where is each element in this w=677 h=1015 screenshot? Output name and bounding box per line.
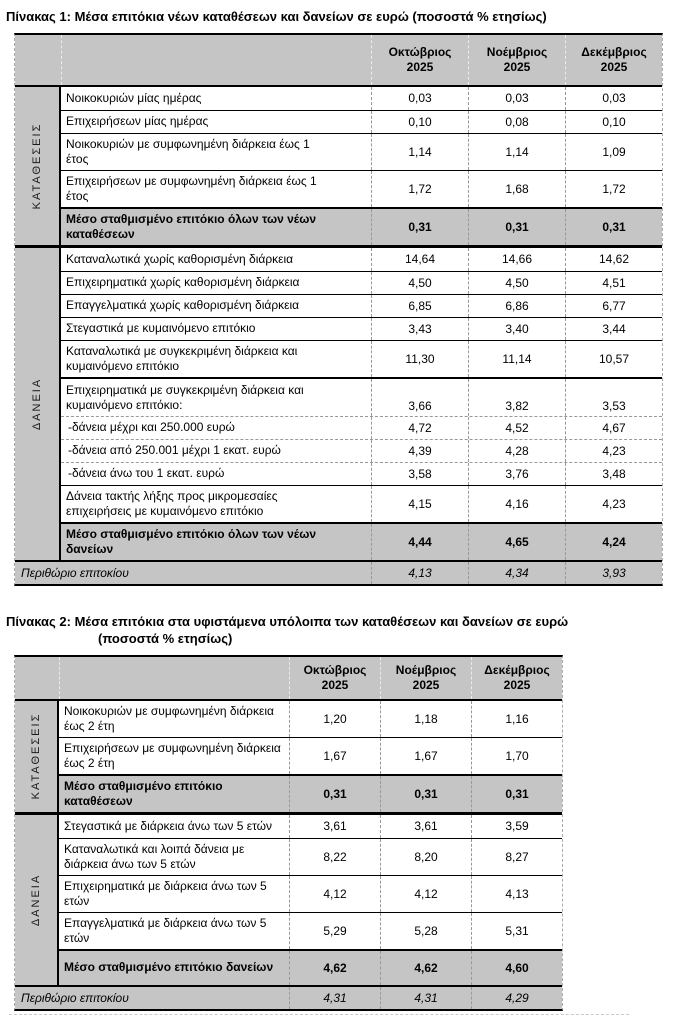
header-corner-cell	[15, 35, 61, 85]
table-row	[61, 340, 662, 377]
rate-value: 8,22	[289, 839, 380, 875]
rate-value: 14,66	[468, 248, 565, 271]
row-label: Στεγαστικά με κυμαινόμενο επιτόκιο	[66, 321, 256, 336]
margin-row	[15, 560, 662, 584]
rate-value: 1,70	[471, 738, 562, 774]
header-corner-cell	[15, 657, 59, 699]
section-rows	[59, 815, 562, 985]
row-label: Επιχειρηματικά με διάρκεια άνω των 5 ετών	[64, 878, 267, 908]
month-header: Νοέμβριος 2025	[380, 657, 471, 699]
table-row	[61, 133, 662, 170]
rate-value: 4,15	[371, 486, 468, 522]
row-label: Καταναλωτικά χωρίς καθορισμένη διάρκεια	[66, 251, 294, 266]
row-label: Δάνεια τακτής λήξης προς μικρομεσαίες επιχειρήσεις με κυμαινόμενο επιτόκιο	[66, 488, 278, 518]
month-header: Δεκέμβριος 2025	[565, 35, 662, 85]
rate-value: 0,31	[380, 776, 471, 812]
row-label: Μέσο σταθμισμένο επιτόκιο καταθέσεων	[64, 778, 223, 808]
section-sidebar	[15, 701, 59, 812]
summary-row	[61, 522, 662, 560]
row-label: Καταναλωτικά με συγκεκριμένη διάρκεια και κυμαινόμενο επιτόκιο	[66, 343, 298, 373]
table-title	[6, 613, 677, 648]
rate-value: 3,43	[371, 318, 468, 340]
rate-value: 11,14	[468, 341, 565, 377]
rate-value: 4,65	[468, 524, 565, 560]
table-row	[59, 701, 562, 737]
rate-value: 5,29	[289, 913, 380, 949]
rate-value: 0,31	[289, 776, 380, 812]
tables-container	[5, 8, 677, 1015]
rate-value: 14,64	[371, 248, 468, 271]
row-label: Καταναλωτικά και λοιπά δάνεια με διάρκεια άνω των 5 ετών	[64, 841, 245, 871]
row-label: Επιχειρήσεων με συμφωνημένη διάρκεια έως 2 έτη	[64, 740, 281, 770]
row-label: Επιχειρήσεων με συμφωνημένη διάρκεια έως 1 έτος	[66, 173, 317, 203]
rate-value: 1,68	[468, 171, 565, 207]
table-row	[61, 294, 662, 317]
table-section	[15, 812, 562, 985]
row-label: Νοικοκυριών με συμφωνημένη διάρκεια έως 2 έτη	[64, 703, 274, 733]
rate-value: 4,39	[371, 440, 468, 462]
rate-value: 0,03	[468, 87, 565, 110]
rate-value: 10,57	[565, 341, 662, 377]
row-label: -δάνεια άνω του 1 εκατ. ευρώ	[68, 466, 225, 481]
table-header-row	[15, 35, 662, 87]
rate-value: 0,10	[371, 111, 468, 133]
rate-value: 0,31	[471, 776, 562, 812]
table-row	[59, 737, 562, 774]
rate-value: 6,77	[565, 295, 662, 317]
rate-value: 4,50	[468, 272, 565, 294]
rate-value: 3,61	[380, 815, 471, 838]
rate-value: 1,20	[289, 701, 380, 737]
table-title	[6, 8, 677, 26]
table-row	[61, 462, 662, 485]
rate-value: 3,44	[565, 318, 662, 340]
rate-value: 4,24	[565, 524, 662, 560]
rate-value: 11,30	[371, 341, 468, 377]
rate-value: 1,18	[380, 701, 471, 737]
rate-value: 0,31	[468, 209, 565, 245]
rate-value: 4,12	[380, 876, 471, 912]
rate-value: 4,13	[471, 876, 562, 912]
rate-value: 1,67	[380, 738, 471, 774]
table-row	[61, 439, 662, 462]
row-label: Επαγγελματικά με διάρκεια άνω των 5 ετών	[64, 915, 267, 945]
rates-table	[14, 33, 663, 586]
header-label-cell	[61, 35, 371, 85]
summary-row	[61, 207, 662, 245]
margin-rate-value: 4,29	[471, 987, 562, 1009]
row-label: Επιχειρηματικά με συγκεκριμένη διάρκεια και κυμαινόμενο επιτόκιο:	[66, 382, 304, 412]
rate-value: 8,27	[471, 839, 562, 875]
rate-value: 4,44	[371, 524, 468, 560]
table-block	[5, 613, 677, 1011]
table-row	[61, 248, 662, 271]
rate-value: 3,66	[371, 379, 468, 416]
section-sidebar	[15, 248, 61, 560]
rate-value: 14,62	[565, 248, 662, 271]
rate-value: 4,60	[471, 951, 562, 985]
section-rows	[61, 87, 662, 245]
section-sidebar	[15, 815, 59, 985]
rate-value: 0,03	[371, 87, 468, 110]
rate-value: 1,16	[471, 701, 562, 737]
table-title-line: (ποσοστά % ετησίως)	[98, 631, 233, 647]
table-row	[61, 416, 662, 439]
rate-value: 4,12	[289, 876, 380, 912]
rate-value: 4,67	[565, 417, 662, 439]
rate-value: 5,31	[471, 913, 562, 949]
table-row	[61, 87, 662, 110]
rate-value: 4,23	[565, 440, 662, 462]
rate-value: 4,23	[565, 486, 662, 522]
rate-value: 3,58	[371, 463, 468, 485]
table-row	[61, 271, 662, 294]
row-label: Νοικοκυριών με συμφωνημένη διάρκεια έως 1 έτος	[66, 136, 310, 166]
rate-value: 5,28	[380, 913, 471, 949]
margin-rate-value: 3,93	[565, 562, 662, 584]
rate-value: 4,28	[468, 440, 565, 462]
rate-value: 0,31	[565, 209, 662, 245]
rate-value: 3,82	[468, 379, 565, 416]
rate-value: 3,59	[471, 815, 562, 838]
row-label: Μέσο σταθμισμένο επιτόκιο όλων των νέων δανείων	[66, 526, 317, 556]
rate-value: 8,20	[380, 839, 471, 875]
rate-value: 1,72	[371, 171, 468, 207]
spacer	[5, 586, 677, 610]
rate-value: 6,86	[468, 295, 565, 317]
section-label: ΔΑΝΕΙΑ	[30, 873, 42, 926]
rate-value: 4,16	[468, 486, 565, 522]
month-header: Νοέμβριος 2025	[468, 35, 565, 85]
row-label: -δάνεια μέχρι και 250.000 ευρώ	[68, 420, 235, 435]
rate-value: 0,03	[565, 87, 662, 110]
margin-rate-value: 4,13	[371, 562, 468, 584]
rate-value: 1,67	[289, 738, 380, 774]
rate-value: 4,51	[565, 272, 662, 294]
table-block	[5, 8, 677, 586]
rate-value: 3,48	[565, 463, 662, 485]
table-section	[15, 87, 662, 245]
table-section	[15, 245, 662, 560]
margin-rate-value: 4,31	[380, 987, 471, 1009]
table-title-line: Πίνακας 1: Μέσα επιτόκια νέων καταθέσεων και δανείων σε ευρώ (ποσοστά % ετησίως)	[6, 9, 547, 24]
rate-value: 6,85	[371, 295, 468, 317]
margin-row-label: Περιθώριο επιτοκίου	[21, 565, 129, 580]
table-row	[59, 875, 562, 912]
rate-value: 4,52	[468, 417, 565, 439]
table-row	[59, 838, 562, 875]
row-label: Νοικοκυριών μίας ημέρας	[66, 90, 202, 105]
rate-value: 4,50	[371, 272, 468, 294]
rate-value: 3,61	[289, 815, 380, 838]
rate-value: 1,72	[565, 171, 662, 207]
section-label: ΚΑΤΑΘΕΣΕΙΣ	[31, 122, 43, 209]
rate-value: 4,62	[380, 951, 471, 985]
row-label: Επιχειρήσεων μίας ημέρας	[66, 114, 209, 129]
margin-row-label: Περιθώριο επιτοκίου	[21, 990, 129, 1005]
summary-row	[59, 949, 562, 985]
section-rows	[59, 701, 562, 812]
table-row	[61, 170, 662, 207]
rate-value: 1,14	[371, 134, 468, 170]
row-label: Επαγγελματικά χωρίς καθορισμένη διάρκεια	[66, 298, 300, 313]
margin-rate-value: 4,34	[468, 562, 565, 584]
rate-value: 0,10	[565, 111, 662, 133]
rate-value: 3,40	[468, 318, 565, 340]
section-rows	[61, 248, 662, 560]
rate-value: 0,31	[371, 209, 468, 245]
rate-value: 1,14	[468, 134, 565, 170]
month-header: Δεκέμβριος 2025	[471, 657, 562, 699]
rate-value: 3,53	[565, 379, 662, 416]
row-label: Μέσο σταθμισμένο επιτόκιο δανείων	[64, 960, 274, 975]
margin-rate-value: 4,31	[289, 987, 380, 1009]
table-row	[61, 110, 662, 133]
month-header: Οκτώβριος 2025	[289, 657, 380, 699]
page-edge-dashes	[9, 1014, 629, 1015]
row-label: Μέσο σταθμισμένο επιτόκιο όλων των νέων καταθέσεων	[66, 211, 317, 241]
section-label: ΔΑΝΕΙΑ	[31, 377, 43, 430]
table-row	[59, 815, 562, 838]
table-section	[15, 701, 562, 812]
row-label: Επιχειρηματικά χωρίς καθορισμένη διάρκεια	[66, 275, 300, 290]
header-label-cell	[59, 657, 289, 699]
table-title-line: Πίνακας 2: Μέσα επιτόκια στα υφιστάμενα υπόλοιπα των καταθέσεων και δανείων σε ευρώ	[6, 613, 569, 629]
rate-value: 0,08	[468, 111, 565, 133]
section-label: ΚΑΤΑΘΕΣΕΙΣ	[30, 712, 42, 800]
rates-table	[14, 655, 563, 1011]
rate-value: 4,62	[289, 951, 380, 985]
table-row	[59, 912, 562, 949]
rate-value: 3,76	[468, 463, 565, 485]
row-label: Στεγαστικά με διάρκεια άνω των 5 ετών	[64, 818, 273, 833]
rate-value: 1,09	[565, 134, 662, 170]
table-row	[61, 377, 662, 416]
summary-row	[59, 774, 562, 812]
month-header: Οκτώβριος 2025	[371, 35, 468, 85]
rate-value: 4,72	[371, 417, 468, 439]
table-row	[61, 485, 662, 522]
row-label: -δάνεια από 250.001 μέχρι 1 εκατ. ευρώ	[68, 443, 281, 458]
margin-row	[15, 985, 562, 1009]
section-sidebar	[15, 87, 61, 245]
table-row	[61, 317, 662, 340]
table-header-row	[15, 657, 562, 701]
